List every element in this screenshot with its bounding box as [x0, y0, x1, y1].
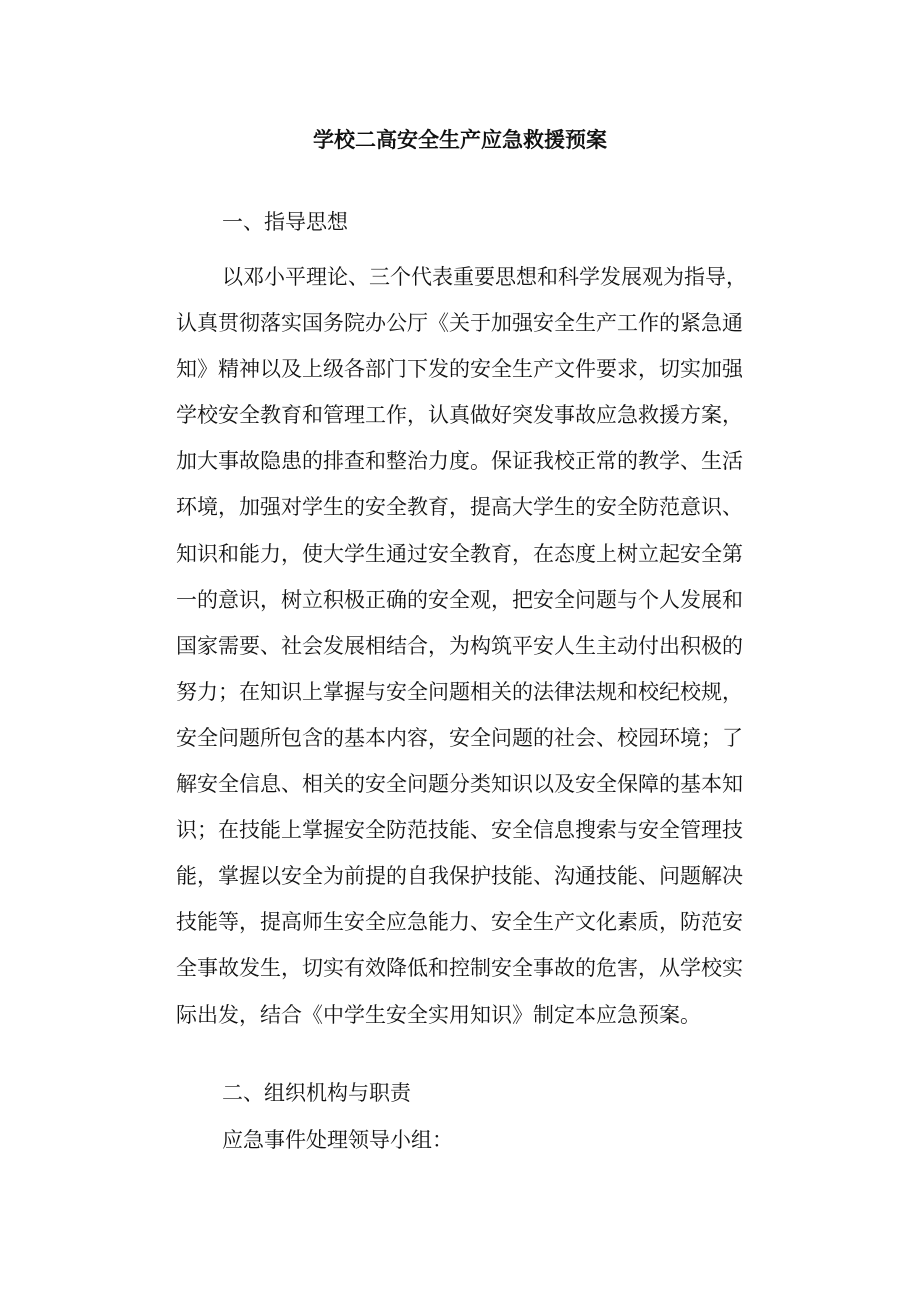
body-line: 识；在技能上掌握安全防范技能、安全信息搜索与安全管理技	[176, 818, 743, 843]
body-line: 技能等，提高师生安全应急能力、安全生产文化素质，防范安	[176, 910, 743, 935]
body-line: 知》精神以及上级各部门下发的安全生产文件要求，切实加强	[176, 357, 743, 382]
body-line: 全事故发生，切实有效降低和控制安全事故的危害，从学校实	[176, 956, 743, 981]
body-line: 国家需要、社会发展相结合，为构筑平安人生主动付出积极的	[176, 633, 743, 658]
body-line: 认真贯彻落实国务院办公厅《关于加强安全生产工作的紧急通	[176, 311, 743, 336]
body-line: 加大事故隐患的排查和整治力度。保证我校正常的教学、生活	[176, 449, 743, 474]
body-line: 安全问题所包含的基本内容，安全问题的社会、校园环境；了	[176, 725, 743, 750]
section-heading-organization: 二、组织机构与职责	[222, 1081, 411, 1105]
subheading-leadership-group: 应急事件处理领导小组：	[222, 1128, 453, 1152]
body-line: 解安全信息、相关的安全问题分类知识以及安全保障的基本知	[176, 772, 743, 797]
body-line: 际出发，结合《中学生安全实用知识》制定本应急预案。	[176, 1002, 701, 1027]
body-line: 知识和能力，使大学生通过安全教育，在态度上树立起安全第	[176, 541, 743, 566]
body-line: 努力；在知识上掌握与安全问题相关的法律法规和校纪校规，	[176, 679, 743, 704]
section1-body	[176, 254, 766, 1038]
document-title: 学校二高安全生产应急救援预案	[313, 127, 607, 152]
body-line: 学校安全教育和管理工作，认真做好突发事故应急救援方案，	[176, 403, 743, 428]
section-heading-guiding-ideology: 一、指导思想	[222, 210, 348, 234]
body-line: 环境，加强对学生的安全教育，提高大学生的安全防范意识、	[176, 495, 743, 520]
body-line: 一的意识，树立积极正确的安全观，把安全问题与个人发展和	[176, 587, 743, 612]
body-line: 能，掌握以安全为前提的自我保护技能、沟通技能、问题解决	[176, 864, 743, 889]
body-line: 以邓小平理论、三个代表重要思想和科学发展观为指导，	[222, 265, 747, 289]
